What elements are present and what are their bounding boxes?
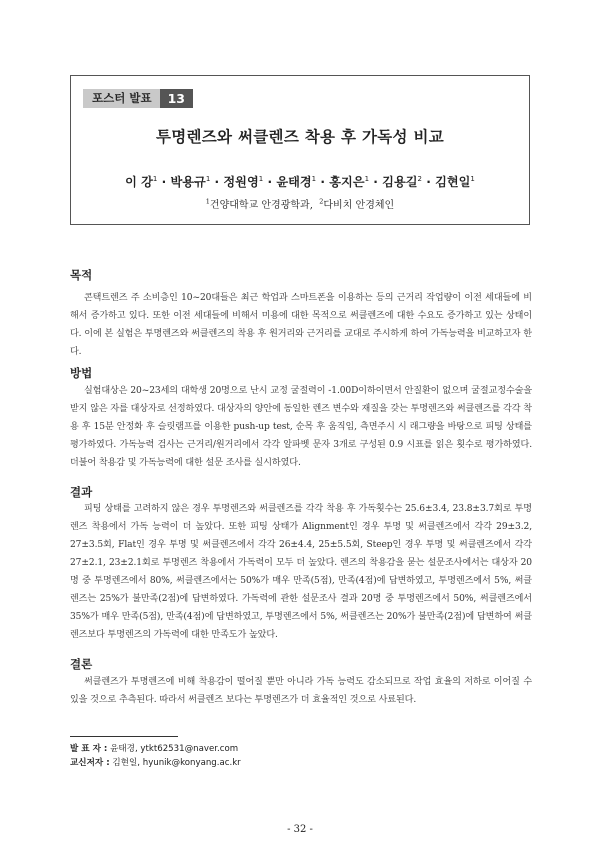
section-body-conclusion: 써클렌즈가 투명렌즈에 비해 착용감이 떨어질 뿐만 아니라 가독 능력도 감소되므로 작업 효율의 저하로 이어질 수 있을 것으로 추측된다. 따라서 써클렌즈 보다는 투명렌즈가 더 효율적인 것으로 사료된다. — [70, 677, 532, 705]
corresponding-label: 교신저자 : — [70, 758, 110, 768]
paper-title: 투명렌즈와 써클렌즈 착용 후 가독성 비교 — [155, 128, 445, 146]
author-affiliation-sup: 1 — [364, 174, 370, 183]
author-separator: · — [263, 175, 277, 189]
affiliation-1: 건양대학교 안경광학과, — [209, 200, 313, 211]
author-separator: · — [157, 175, 171, 189]
badge-label: 포스터 발표 — [83, 89, 160, 108]
section-heading-purpose: 목적 — [70, 268, 93, 282]
author-affiliation-sup: 1 — [470, 174, 475, 183]
author-affiliation-sup: 1 — [258, 174, 264, 183]
affiliation-2: 다비치 안경체인 — [323, 200, 395, 211]
author-name: 홍지은 — [329, 175, 365, 189]
author-affiliation-sup: 1 — [152, 174, 158, 183]
corresponding-info: 김현일, hyunik@konyang.ac.kr — [112, 758, 241, 768]
author-affiliation-sup: 1 — [311, 174, 317, 183]
section-heading-results: 결과 — [70, 485, 93, 499]
poster-badge — [83, 89, 193, 108]
author-separator: · — [421, 175, 436, 189]
presenter-line — [70, 742, 238, 754]
title-box — [70, 75, 530, 225]
author-name: 박용규 — [170, 175, 206, 189]
author-separator: · — [369, 175, 383, 189]
author-separator: · — [316, 175, 330, 189]
section-body-results: 피팅 상태를 고려하지 않은 경우 투명렌즈와 써클렌즈를 각각 착용 후 가독횟수는 25.6±3.4, 23.8±3.7회로 투명렌즈 착용에서 가독 능력이 더 높았다. 또한 피팅 상태가 Alignment인 경우 투명 및 써클렌즈에서 각각 29±3.2, 27±3.5회, Flat인 경우 투명 및 써클렌즈에서 각각 26±4.4, 25±5.5회, Steep인 경우 투명 및 써클렌즈에서 각각 27±2.1, 23±2.1회로 투명렌즈 착용에서 가독력이 모두 더 높았다. 렌즈의 착용감을 묻는 설문조사에서는 대상자 20명 중 투명렌즈에서 80%, 써클렌즈에서는 50%가 매우 만족(5점), 만족(4점)에 답변하였고, 투명렌즈에서 5%, 써클렌즈는 25%가 불만족(2점)에 답변하였다. 가독력에 관한 설문조사 결과 20명 중 투명렌즈에서 50%, 써클렌즈에서 35%가 매우 만족(5점), 만족(4점)에 답변하였고, 투명렌즈에서 5%, 써클렌즈는 20%가 불만족(2점)에 답변하여 써클렌즈보다 투명렌즈의 가독력에 대한 만족도가 높았다. — [70, 504, 532, 640]
presenter-info: 윤태경, ytkt62531@naver.com — [110, 744, 239, 754]
author-affiliation-sup: 2 — [417, 174, 422, 183]
corresponding-line — [70, 756, 241, 768]
affiliations — [71, 196, 529, 211]
author-affiliation-sup: 1 — [205, 174, 211, 183]
affiliation-1-sup: 1 — [205, 197, 210, 206]
affiliation-2-sup: 2 — [319, 197, 324, 206]
section-heading-method: 방법 — [70, 366, 93, 380]
page-number: - 32 - — [287, 824, 313, 835]
presenter-label: 발 표 자 : — [70, 744, 108, 754]
author-name: 김용길 — [382, 175, 418, 189]
author-name: 정원영 — [223, 175, 259, 189]
section-body-purpose: 콘택트렌즈 주 소비층인 10~20대들은 최근 학업과 스마트폰을 이용하는 등의 근거리 작업량이 이전 세대들에 비해서 증가하고 있다. 또한 이전 세대들에 비해서 미용에 대한 목적으로 써클렌즈에 대한 수요도 증가하고 있는 상태이다. 이에 본 실험은 투명렌즈와 써클렌즈의 착용 후 원거리와 근거리를 교대로 주시하게 하여 가독능력을 비교하고자 한다. — [70, 293, 532, 357]
author-name: 김현일 — [435, 175, 471, 189]
author-name: 이 강 — [125, 175, 153, 189]
footnote-rule — [70, 736, 178, 737]
author-list — [71, 173, 529, 190]
section-body-method: 실험대상은 20~23세의 대학생 20명으로 난시 교정 굴절력이 -1.00D이하이면서 안질환이 없으며 굴절교정수술을 받지 않은 자를 대상자로 선정하였다. 대상자의 양안에 동일한 렌즈 변수와 재질을 갖는 투명렌즈와 써클렌즈를 각각 착용 후 15분 안정화 후 슬릿램프를 이용한 push-up test, 순목 후 움직임, 측면주시 시 래그량을 바탕으로 피팅 상태를 평가하였다. 가독능력 검사는 근거리/원거리에서 각각 알파벳 문자 3개로 구성된 0.9 시표를 읽은 횟수로 평가하였다. 더불어 착용감 및 가독능력에 대한 설문 조사를 실시하였다. — [70, 386, 532, 468]
section-heading-conclusion: 결론 — [70, 657, 93, 671]
badge-number: 13 — [160, 89, 193, 108]
author-name: 윤태경 — [276, 175, 312, 189]
author-separator: · — [210, 175, 224, 189]
